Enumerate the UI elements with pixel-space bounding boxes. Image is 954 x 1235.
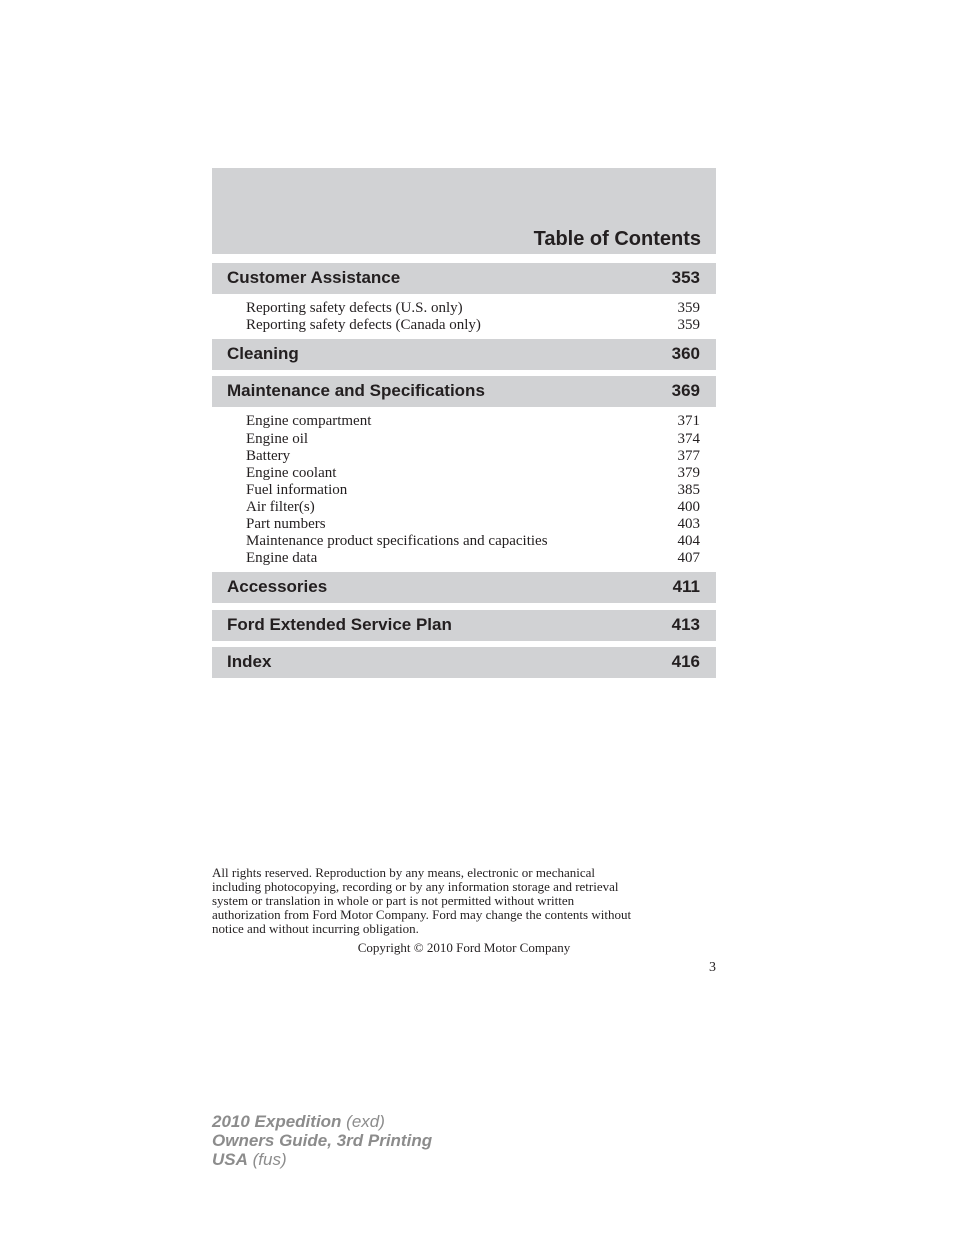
entry-page: 379 [677,465,700,481]
footer-line-1 [212,1112,432,1131]
entry-page: 359 [677,317,700,333]
section-page: 369 [671,381,700,400]
section-cleaning[interactable] [212,339,716,370]
section-page: 413 [671,615,700,634]
entry-label: Engine coolant [246,465,337,481]
toc-entry[interactable] [246,516,700,533]
section-maintenance[interactable] [212,376,716,407]
section-page: 411 [672,577,700,596]
footer-market: USA [212,1150,248,1169]
toc-entry[interactable] [246,499,700,516]
section-label: Cleaning [227,344,299,363]
entry-label: Engine compartment [246,413,372,429]
entry-page: 404 [677,533,700,549]
toc-entry[interactable] [246,448,700,465]
copyright: Copyright © 2010 Ford Motor Company [357,940,571,955]
entry-label: Engine data [246,550,318,566]
legal-line: authorization from Ford Motor Company. Ford may change the contents without [212,907,632,922]
section-label: Ford Extended Service Plan [227,615,452,634]
section-label: Index [227,652,272,671]
toc-entry[interactable] [246,482,700,499]
entry-page: 400 [677,499,700,515]
footer-guide: Owners Guide, 3rd Printing [212,1131,433,1150]
toc-entry[interactable] [246,431,700,448]
section-label: Maintenance and Specifications [227,381,485,400]
legal-line: including photocopying, recording or by any information storage and retrieval [212,879,619,894]
toc-entry[interactable] [246,465,700,482]
footer-model-code: (exd) [346,1112,385,1131]
legal-line: system or translation in whole or part is not permitted without written [212,893,575,908]
section-page: 416 [671,652,700,671]
entry-label: Fuel information [246,482,348,498]
section-label: Accessories [227,577,328,596]
toc-entry[interactable] [246,550,700,567]
section-index[interactable] [212,647,716,678]
entry-label: Engine oil [246,431,309,447]
entry-page: 403 [677,516,700,532]
entry-label: Reporting safety defects (Canada only) [246,317,481,333]
entry-page: 407 [677,550,700,566]
section-label: Customer Assistance [227,268,401,287]
footer-line-2 [212,1131,432,1150]
entry-page: 359 [677,300,700,316]
entry-label: Reporting safety defects (U.S. only) [246,300,463,316]
footer-model: 2010 Expedition [212,1112,342,1131]
entry-page: 385 [677,482,700,498]
toc-header [212,168,716,254]
document-footer [212,1112,432,1169]
entry-label: Battery [246,448,291,464]
legal-line: notice and without incurring obligation. [212,921,419,936]
entry-page: 371 [677,413,700,429]
toc-entry[interactable] [246,317,700,334]
page-number: 3 [709,960,716,975]
entry-label: Maintenance product specifications and capacities [246,533,548,549]
legal-line: All rights reserved. Reproduction by any means, electronic or mechanical [212,865,596,880]
section-customer-assistance[interactable] [212,263,716,294]
footer-market-code: (fus) [252,1150,287,1169]
entry-page: 377 [677,448,700,464]
footer-line-3 [212,1150,432,1169]
toc-entry[interactable] [246,300,700,317]
section-page: 360 [671,344,700,363]
toc-title: Table of Contents [533,228,701,250]
section-accessories[interactable] [212,572,716,603]
section-extended-service-plan[interactable] [212,610,716,641]
entry-label: Part numbers [246,516,326,532]
entry-page: 374 [677,431,700,447]
section-page: 353 [671,268,700,287]
toc-entry[interactable] [246,533,700,550]
entry-label: Air filter(s) [246,499,315,515]
legal-notice [212,866,722,936]
toc-entry[interactable] [246,413,700,430]
